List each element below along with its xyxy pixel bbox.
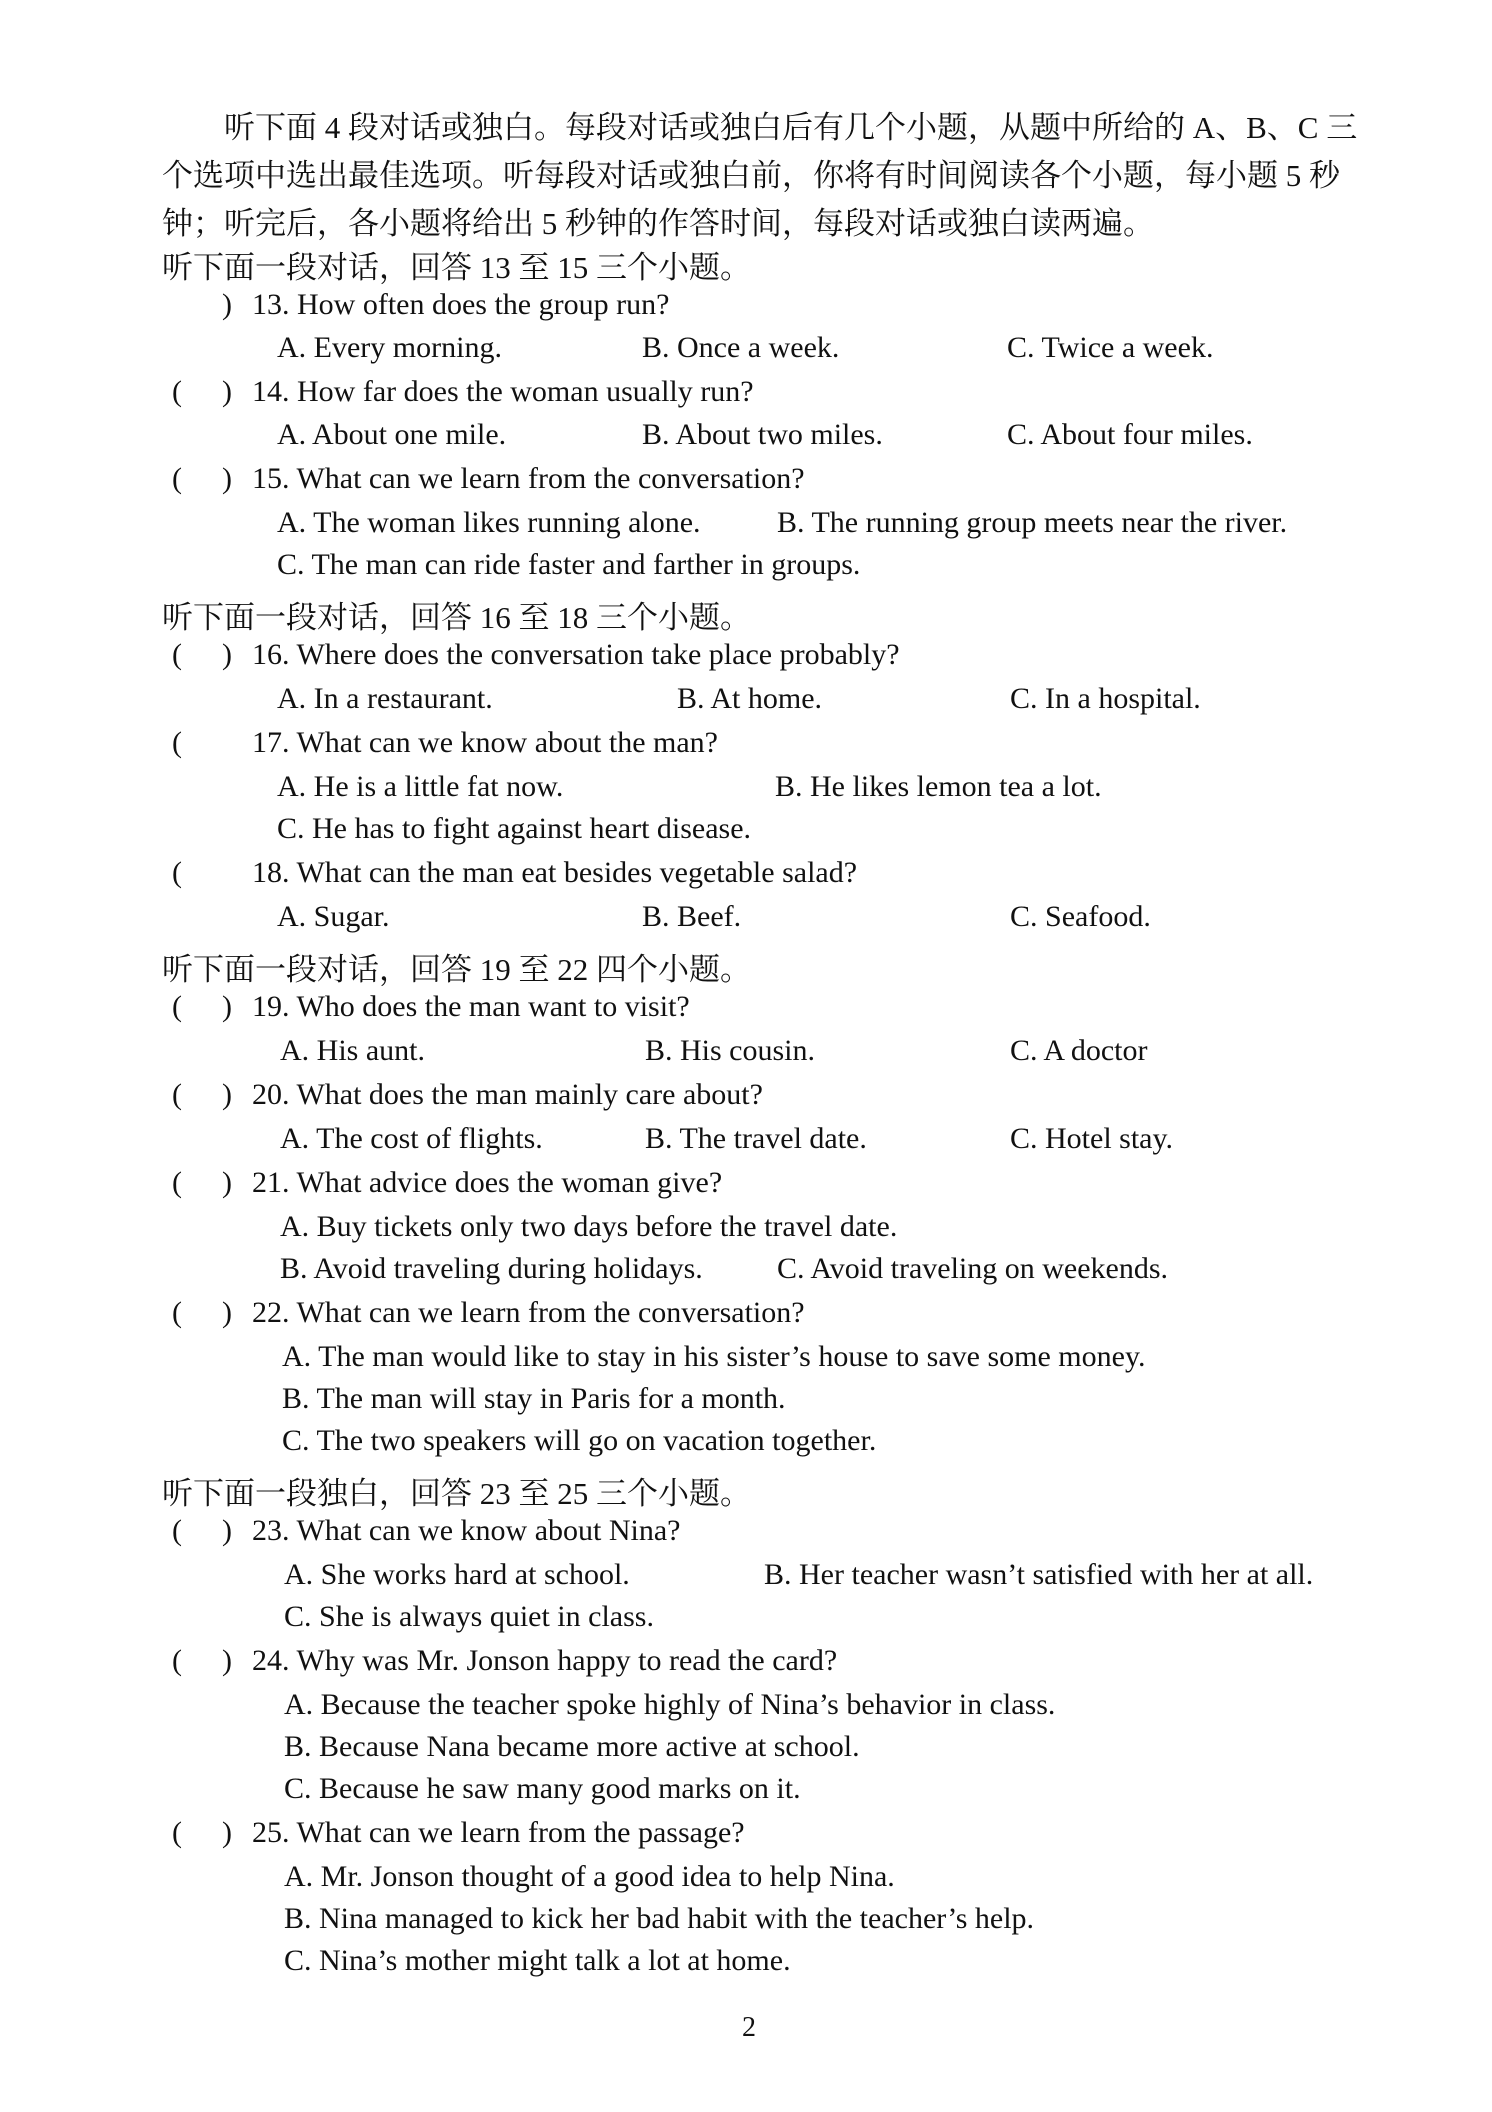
question-number: 18. bbox=[252, 856, 290, 889]
question-text: What can we know about Nina? bbox=[296, 1514, 681, 1547]
option-c: C. Seafood. bbox=[1010, 900, 1151, 933]
answer-bracket-close: ) bbox=[222, 638, 232, 671]
question-text: Who does the man want to visit? bbox=[296, 990, 690, 1023]
option-c: C. She is always quiet in class. bbox=[284, 1600, 654, 1633]
answer-bracket-open: ( bbox=[172, 1514, 182, 1547]
option-b: B. The man will stay in Paris for a month. bbox=[282, 1382, 786, 1415]
option-a: A. About one mile. bbox=[277, 418, 507, 451]
question-text: What does the man mainly care about? bbox=[296, 1078, 763, 1111]
option-b: B. Her teacher wasn’t satisfied with her at all. bbox=[764, 1558, 1314, 1591]
option-b: B. Beef. bbox=[642, 900, 742, 933]
answer-bracket-close: ) bbox=[222, 1644, 232, 1677]
option-b: B. The travel date. bbox=[645, 1122, 867, 1155]
question-number: 23. bbox=[252, 1514, 290, 1547]
option-b: B. Nina managed to kick her bad habit with the teacher’s help. bbox=[284, 1902, 1035, 1935]
option-a: A. In a restaurant. bbox=[277, 682, 493, 715]
question-text: What can the man eat besides vegetable salad? bbox=[296, 856, 858, 889]
option-a: A. Sugar. bbox=[277, 900, 390, 933]
option-b: B. About two miles. bbox=[642, 418, 883, 451]
question-number: 17. bbox=[252, 726, 290, 759]
option-a: A. The woman likes running alone. bbox=[277, 506, 701, 539]
option-c: C. In a hospital. bbox=[1010, 682, 1201, 715]
answer-bracket-open: ( bbox=[172, 462, 182, 495]
answer-bracket-open: ( bbox=[172, 856, 182, 889]
instruction-line: 钟；听完后，各小题将给出 5 秒钟的作答时间，每段对话或独白读两遍。 bbox=[162, 206, 1154, 241]
question-number: 22. bbox=[252, 1296, 290, 1329]
answer-bracket-open: ( bbox=[172, 1816, 182, 1849]
option-a: A. She works hard at school. bbox=[284, 1558, 630, 1591]
answer-bracket-close: ) bbox=[222, 462, 232, 495]
question-number: 15. bbox=[252, 462, 290, 495]
question-number: 25. bbox=[252, 1816, 290, 1849]
answer-bracket-open: ( bbox=[172, 1296, 182, 1329]
option-c: C. The two speakers will go on vacation together. bbox=[282, 1424, 877, 1457]
section-heading: 听下面一段对话，回答 13 至 15 三个小题。 bbox=[162, 250, 751, 285]
answer-bracket-open: ( bbox=[172, 638, 182, 671]
question-text: What can we learn from the passage? bbox=[296, 1816, 745, 1849]
option-a: A. Because the teacher spoke highly of Nina’s behavior in class. bbox=[284, 1688, 1056, 1721]
question-number: 21. bbox=[252, 1166, 290, 1199]
option-c: C. Because he saw many good marks on it. bbox=[284, 1772, 801, 1805]
question-text: Where does the conversation take place probably? bbox=[296, 638, 900, 671]
option-b: B. He likes lemon tea a lot. bbox=[775, 770, 1102, 803]
question-text: How often does the group run? bbox=[297, 288, 670, 321]
option-c: C. About four miles. bbox=[1007, 418, 1253, 451]
question-text: How far does the woman usually run? bbox=[297, 375, 754, 408]
section-heading: 听下面一段独白，回答 23 至 25 三个小题。 bbox=[162, 1476, 751, 1511]
option-c: C. Hotel stay. bbox=[1010, 1122, 1174, 1155]
answer-bracket-open: ( bbox=[172, 375, 182, 408]
option-a: A. He is a little fat now. bbox=[277, 770, 564, 803]
option-c: C. He has to fight against heart disease. bbox=[277, 812, 752, 845]
option-b: B. His cousin. bbox=[645, 1034, 816, 1067]
answer-bracket-close: ) bbox=[222, 1514, 232, 1547]
option-a: A. The man would like to stay in his sister’s house to save some money. bbox=[282, 1340, 1146, 1373]
option-c: C. Avoid traveling on weekends. bbox=[777, 1252, 1169, 1285]
answer-bracket-open: ( bbox=[172, 990, 182, 1023]
question-number: 20. bbox=[252, 1078, 290, 1111]
section-heading: 听下面一段对话，回答 19 至 22 四个小题。 bbox=[162, 952, 751, 987]
question-number: 19. bbox=[252, 990, 290, 1023]
option-b: B. At home. bbox=[677, 682, 823, 715]
option-c: C. Twice a week. bbox=[1007, 331, 1214, 364]
answer-bracket-close: ) bbox=[222, 288, 232, 321]
question-number: 16. bbox=[252, 638, 290, 671]
instruction-line: 听下面 4 段对话或独白。每段对话或独白后有几个小题，从题中所给的 A、B、C 三 bbox=[224, 110, 1358, 145]
option-c: C. The man can ride faster and farther in groups. bbox=[277, 548, 861, 581]
instruction-line: 个选项中选出最佳选项。听每段对话或独白前，你将有时间阅读各个小题，每小题 5 秒 bbox=[162, 158, 1340, 193]
option-b: B. Avoid traveling during holidays. bbox=[280, 1252, 703, 1285]
question-text: What advice does the woman give? bbox=[296, 1166, 723, 1199]
answer-bracket-close: ) bbox=[222, 1816, 232, 1849]
section-heading: 听下面一段对话，回答 16 至 18 三个小题。 bbox=[162, 600, 751, 635]
question-number: 24. bbox=[252, 1644, 290, 1677]
option-c: C. Nina’s mother might talk a lot at home. bbox=[284, 1944, 791, 1977]
option-a: A. Mr. Jonson thought of a good idea to help Nina. bbox=[284, 1860, 895, 1893]
answer-bracket-open: ( bbox=[172, 1644, 182, 1677]
answer-bracket-open: ( bbox=[172, 1166, 182, 1199]
answer-bracket-close: ) bbox=[222, 990, 232, 1023]
option-b: B. Once a week. bbox=[642, 331, 840, 364]
option-b: B. Because Nana became more active at school. bbox=[284, 1730, 860, 1763]
answer-bracket-open: ( bbox=[172, 726, 182, 759]
question-text: What can we learn from the conversation? bbox=[296, 1296, 805, 1329]
question-number: 13. bbox=[252, 288, 290, 321]
option-a: A. The cost of flights. bbox=[280, 1122, 543, 1155]
option-a: A. His aunt. bbox=[280, 1034, 425, 1067]
answer-bracket-close: ) bbox=[222, 1296, 232, 1329]
question-number: 14. bbox=[252, 375, 290, 408]
option-a: A. Every morning. bbox=[277, 331, 502, 364]
question-text: What can we know about the man? bbox=[296, 726, 718, 759]
answer-bracket-open: ( bbox=[172, 1078, 182, 1111]
page-number: 2 bbox=[742, 2012, 756, 2043]
question-text: What can we learn from the conversation? bbox=[296, 462, 805, 495]
answer-bracket-close: ) bbox=[222, 1166, 232, 1199]
option-b: B. The running group meets near the river. bbox=[777, 506, 1288, 539]
question-text: Why was Mr. Jonson happy to read the card? bbox=[296, 1644, 838, 1677]
option-a: A. Buy tickets only two days before the travel date. bbox=[280, 1210, 898, 1243]
answer-bracket-close: ) bbox=[222, 1078, 232, 1111]
answer-bracket-close: ) bbox=[222, 375, 232, 408]
listening-instructions bbox=[162, 104, 1358, 248]
option-c: C. A doctor bbox=[1010, 1034, 1148, 1067]
